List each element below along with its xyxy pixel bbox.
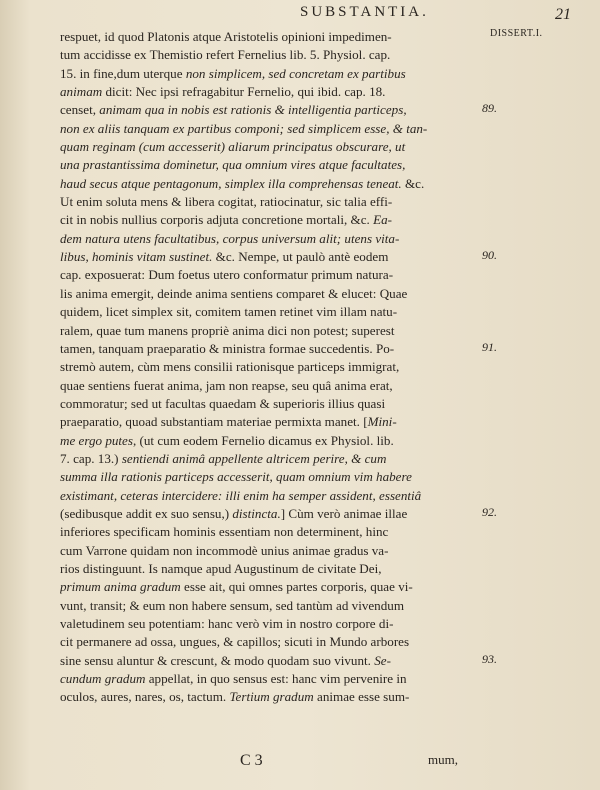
margin-note-number: 89. bbox=[482, 101, 497, 116]
text-line bbox=[60, 652, 480, 670]
margin-note-number: 92. bbox=[482, 505, 497, 520]
text-line bbox=[60, 65, 480, 83]
text-run: inferiores specificam hominis essentiam non determinent, hinc bbox=[60, 524, 389, 540]
text-run: cit permanere ad ossa, ungues, & capillos; sicuti in Mundo arbores bbox=[60, 634, 410, 650]
italic-run: animam bbox=[60, 84, 103, 100]
text-line bbox=[60, 560, 480, 578]
text-line bbox=[60, 615, 480, 633]
text-line bbox=[60, 303, 480, 321]
page-header bbox=[0, 4, 600, 26]
text-line bbox=[60, 377, 480, 395]
text-line bbox=[60, 211, 480, 229]
text-run: lis anima emergit, deinde anima sentiens comparet & elucet: Quae bbox=[60, 285, 408, 301]
text-run: quidem, licet simplex sit, comitem tamen retinet vim illam natu- bbox=[60, 304, 398, 320]
text-line bbox=[60, 230, 480, 248]
text-run: appellat, in quo sensus est: hanc vim pervenire in bbox=[145, 671, 407, 687]
text-run: 15. in fine,dum uterque bbox=[60, 65, 186, 81]
text-run: cap. exposuerat: Dum foetus utero conformatur primum natura- bbox=[60, 267, 394, 283]
italic-run: haud secus atque pentagonum, simplex illa comprehensas teneat. bbox=[60, 175, 405, 191]
text-run: tum accidisse ex Themistio refert Fernelius lib. 5. Physiol. cap. bbox=[60, 47, 391, 63]
text-run: dicit: Nec ipsi refragabitur Fernelio, qui ibid. cap. 18. bbox=[102, 84, 386, 100]
text-run: stremò autem, cùm mens consilii rationisque particeps immigrat, bbox=[60, 359, 400, 375]
body-text bbox=[60, 28, 480, 707]
text-run: respuet, id quod Platonis atque Aristotelis opinioni impedimen- bbox=[60, 29, 392, 44]
text-run: oculos, aures, nares, os, tactum. bbox=[60, 689, 230, 705]
text-run: praeparatio, quoad substantiam materiae permixta manet. [ bbox=[60, 414, 368, 430]
text-line bbox=[60, 266, 480, 284]
text-run: quae sentiens fuerat anima, jam non reapse, seu quâ anima erat, bbox=[60, 377, 393, 393]
text-run: animae esse sum- bbox=[313, 689, 410, 705]
text-run: cit in nobis nullius corporis adjuta concretione mortali, &c. bbox=[60, 212, 374, 228]
italic-run: summa illa rationis particeps accesserit, quam omnium vim habere bbox=[60, 469, 412, 485]
running-title: SUBSTANTIA. bbox=[300, 4, 429, 20]
text-line bbox=[60, 432, 480, 450]
text-line bbox=[60, 156, 480, 174]
page-footer bbox=[0, 752, 600, 772]
text-line bbox=[60, 505, 480, 523]
italic-run: Mini- bbox=[367, 414, 397, 430]
text-line bbox=[60, 688, 480, 706]
italic-run: quam reginam (cum accesserit) aliarum principatus obscurare, ut bbox=[60, 139, 406, 155]
signature-mark: C 3 bbox=[240, 752, 263, 769]
text-line bbox=[60, 175, 480, 193]
italic-run: dem natura utens facultatibus, corpus universum alit; utens vita- bbox=[60, 230, 400, 246]
text-line bbox=[60, 450, 480, 468]
text-run: ] Cùm verò animae illae bbox=[280, 505, 408, 521]
text-line bbox=[60, 578, 480, 596]
italic-run: non ex aliis tanquam ex partibus componi; sed simplicem esse, & tan- bbox=[60, 120, 428, 136]
text-line bbox=[60, 597, 480, 615]
text-line bbox=[60, 670, 480, 688]
text-run: , (ut cum eodem Fernelio dicamus ex Physiol. lib. bbox=[132, 432, 394, 448]
text-line bbox=[60, 468, 480, 486]
text-line bbox=[60, 340, 480, 358]
text-run: rios distinguunt. Is namque apud Augustinum de civitate Dei, bbox=[60, 560, 382, 576]
text-run: &c. Nempe, ut paulò antè eodem bbox=[212, 249, 389, 265]
text-line bbox=[60, 28, 480, 46]
text-run: (sedibusque addit ex suo sensu,) bbox=[60, 505, 233, 521]
text-run: tamen, tanquam praeparatio & ministra formae succedentis. Po- bbox=[60, 340, 395, 356]
text-line bbox=[60, 322, 480, 340]
text-run: sine sensu aluntur & crescunt, & modo quodam suo vivunt. bbox=[60, 652, 375, 668]
margin-tag: DISSERT.I. bbox=[490, 28, 543, 39]
italic-run: Ea- bbox=[373, 212, 392, 228]
text-run: commoratur; sed ut facultas quaedam & superioris illius quasi bbox=[60, 395, 386, 411]
italic-run: cundum gradum bbox=[60, 671, 146, 687]
text-line bbox=[60, 395, 480, 413]
text-run: 7. cap. 13.) bbox=[60, 450, 122, 466]
text-line bbox=[60, 248, 480, 266]
text-run: &c. bbox=[404, 175, 425, 191]
italic-run: libus, hominis vitam sustinet. bbox=[60, 249, 213, 265]
margin-note-number: 90. bbox=[482, 248, 497, 263]
italic-run: Tertium gradum bbox=[229, 689, 314, 705]
text-line bbox=[60, 138, 480, 156]
text-line bbox=[60, 413, 480, 431]
text-line bbox=[60, 120, 480, 138]
text-line bbox=[60, 358, 480, 376]
italic-run: primum anima gradum bbox=[60, 579, 181, 595]
text-line bbox=[60, 633, 480, 651]
italic-run: me ergo putes bbox=[60, 432, 133, 448]
italic-run: distincta. bbox=[232, 505, 281, 521]
text-run: Ut enim soluta mens & libera cogitat, ratiocinatur, sic talia effi- bbox=[60, 194, 393, 210]
italic-run: existimant, ceteras intercidere: illi enim ha semper assident, essentiâ bbox=[60, 487, 422, 503]
text-line bbox=[60, 285, 480, 303]
text-line bbox=[60, 542, 480, 560]
text-line bbox=[60, 46, 480, 64]
text-line bbox=[60, 83, 480, 101]
margin-note-number: 93. bbox=[482, 651, 497, 666]
italic-run: una prastantissima dominetur, qua omnium vires atque facultates, bbox=[60, 157, 406, 173]
italic-run: animam qua in nobis est rationis & intelligentia particeps, bbox=[99, 102, 407, 118]
text-run: vunt, transit; & eum non habere sensum, sed tantùm ad vivendum bbox=[60, 597, 405, 613]
text-line bbox=[60, 101, 480, 119]
text-line bbox=[60, 523, 480, 541]
text-run: cum Varrone quidam non incommodè unius animae gradus va- bbox=[60, 542, 389, 558]
italic-run: Se- bbox=[374, 652, 391, 668]
margin-note-number: 91. bbox=[482, 339, 497, 354]
text-run: censet, bbox=[60, 102, 100, 118]
text-line bbox=[60, 487, 480, 505]
italic-run: sentiendi animâ appellente altricem perire, & cum bbox=[121, 450, 387, 466]
text-run: ralem, quae tum manens propriè anima dici non potest; superest bbox=[60, 322, 395, 338]
text-line bbox=[60, 193, 480, 211]
page-number: 21 bbox=[555, 6, 571, 23]
text-run: esse ait, qui omnes partes corporis, quae vi- bbox=[180, 579, 413, 595]
text-run: valetudinem seu potentiam: hanc verò vim in nostro corpore di- bbox=[60, 616, 394, 631]
catchword: mum, bbox=[428, 752, 458, 767]
italic-run: non simplicem, sed concretam ex partibus bbox=[185, 65, 406, 81]
